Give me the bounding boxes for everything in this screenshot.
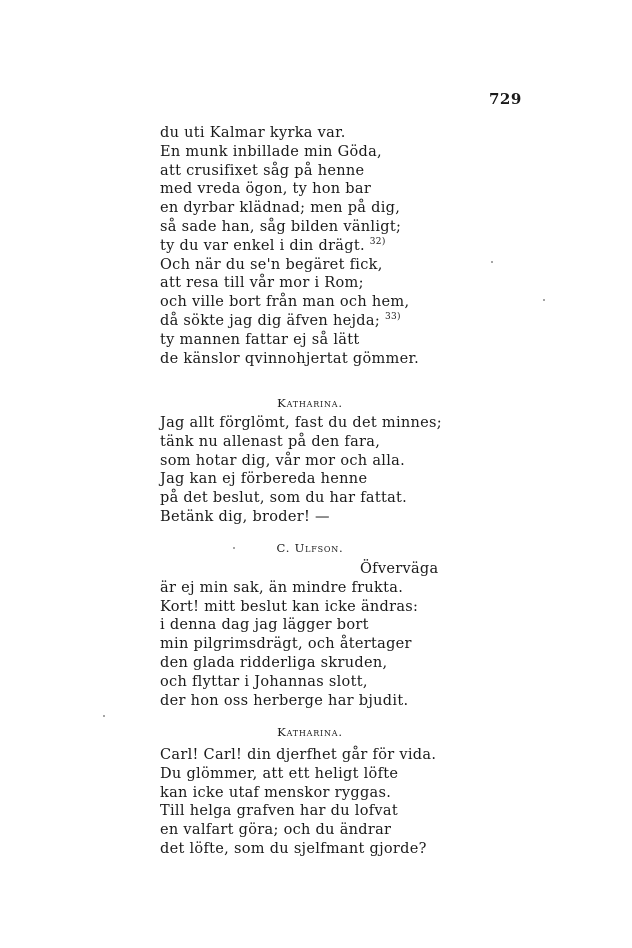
footnote-marker: 32) [369, 236, 386, 247]
speaker-name: C. Ulfson. [276, 541, 344, 555]
verse-line: Betänk dig, broder! — [160, 508, 330, 525]
verse-line: som hotar dig, vår mor och alla. [160, 452, 405, 469]
verse-line: du uti Kalmar kyrka var. [160, 125, 346, 141]
verse-line: min pilgrimsdrägt, och återtager [160, 636, 412, 653]
verse-line: der hon oss herberge har bjudit. [160, 692, 409, 709]
verse-line: och ville bort från man och hem, [160, 294, 410, 311]
verse-line: då sökte jag dig äfven hejda; $^{33)}$ [160, 312, 401, 329]
verse-line: och flyttar i Johannas slott, [160, 673, 368, 690]
verse-line: tänk nu allenast på den fara, [160, 433, 381, 450]
verse-line: ty mannen fattar ej så lätt [160, 331, 360, 348]
verse-line: så sade han, såg bilden vänligt; [160, 218, 402, 235]
scan-speck [103, 715, 105, 717]
verse-line: Carl! Carl! din djerfhet går för vida. [160, 747, 437, 763]
verse-line: Kort! mitt beslut kan icke ändras: [160, 598, 419, 615]
page-number: 729 [489, 90, 522, 108]
scan-speck [491, 261, 493, 263]
verse-line: ty du var enkel i din drägt. $^{32)}$ [160, 236, 386, 254]
verse-line: Jag allt förglömt, fast du det minnes; [160, 415, 442, 431]
verse-block-3 [160, 560, 460, 710]
verse-line: att crusifixet såg på henne [160, 162, 365, 179]
speaker-name: Katharina. [277, 396, 343, 410]
verse-line: En munk inbillade min Göda, [160, 143, 382, 160]
verse-line: Jag kan ej förbereda henne [160, 471, 368, 488]
verse-line: Till helga grafven har du lofvat [160, 803, 398, 820]
verse-line: med vreda ögon, ty hon bar [160, 181, 372, 198]
verse-line: Öfverväga [360, 561, 439, 577]
speaker-name: Katharina. [277, 725, 343, 739]
verse-line: det löfte, som du sjelfmant gjorde? [160, 840, 427, 857]
verse-line: Du glömmer, att ett heligt löfte [160, 765, 399, 782]
verse-block-1 [160, 124, 460, 368]
verse-line: Och när du se'n begäret fick, [160, 256, 383, 273]
verse-line: de känslor qvinnohjertat gömmer. [160, 350, 420, 367]
verse-block-4 [160, 746, 460, 859]
verse-line: är ej min sak, än mindre frukta. [160, 579, 404, 596]
verse-block-2 [160, 414, 460, 527]
verse-line: i denna dag jag lägger bort [160, 617, 369, 634]
verse-line: på det beslut, som du har fattat. [160, 490, 408, 507]
verse-line: den glada ridderliga skruden, [160, 654, 388, 671]
speaker-heading [160, 538, 460, 559]
footnote-marker: 33) [384, 312, 401, 323]
scan-speck [233, 547, 235, 549]
speaker-heading [160, 722, 460, 743]
verse-line: en valfart göra; och du ändrar [160, 822, 392, 839]
verse-line: att resa till vår mor i Rom; [160, 275, 364, 292]
scan-speck [543, 299, 545, 301]
speaker-heading [160, 393, 460, 414]
verse-line: en dyrbar klädnad; men på dig, [160, 200, 401, 217]
verse-line: kan icke utaf menskor ryggas. [160, 784, 392, 801]
